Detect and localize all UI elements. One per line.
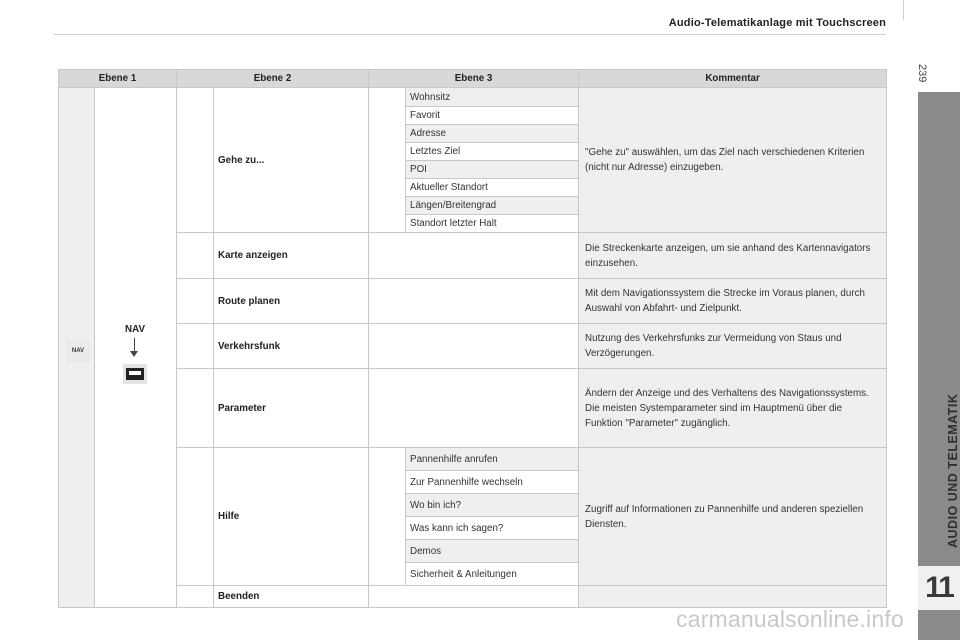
level-2-spacer — [177, 88, 214, 233]
goto-item: Favorit — [406, 107, 579, 125]
table-header-row — [59, 70, 887, 88]
watermark: carmanualsonline.info — [676, 606, 904, 632]
level-3-empty — [369, 369, 579, 448]
nav-label: NAV — [125, 324, 145, 335]
parameters-comment — [579, 369, 887, 448]
help-item: Wo bin ich? — [406, 494, 579, 517]
menu-help: Hilfe — [214, 448, 369, 586]
page-header-title: Audio-Telematikanlage mit Touchscreen — [668, 17, 886, 29]
level-3-spacer — [369, 448, 406, 586]
menu-show-map: Karte anzeigen — [214, 233, 369, 279]
chapter-side-label: AUDIO UND TELEMATIK — [946, 393, 960, 548]
chapter-number: 11 — [918, 566, 960, 610]
level-1-nav-cell — [95, 88, 177, 608]
level-3-empty — [369, 324, 579, 369]
level-3-spacer — [369, 88, 406, 233]
level-2-spacer — [177, 279, 214, 324]
nav-badge-icon: NAV — [66, 339, 90, 363]
goto-item: POI — [406, 161, 579, 179]
exit-comment — [579, 586, 887, 608]
screen-icon-display — [129, 371, 141, 375]
level-3-empty — [369, 586, 579, 608]
help-item: Was kann ich sagen? — [406, 517, 579, 540]
help-comment: Zugriff auf Informationen zu Pannenhilfe und anderen speziellen Diensten. — [579, 448, 887, 586]
level-2-spacer — [177, 324, 214, 369]
goto-item: Aktueller Standort — [406, 179, 579, 197]
parameters-comment-line-1: Ändern der Anzeige und des Verhaltens des Navigationssystems. — [585, 387, 869, 399]
menu-table — [58, 69, 887, 608]
parameters-comment-line-2: Die meisten Systemparameter sind im Hauptmenü über die Funktion "Parameter" zugänglich. — [585, 402, 843, 429]
route-comment: Mit dem Navigationssystem die Strecke im Voraus planen, durch Auswahl von Abfahrt- und Zielpunkt. — [579, 279, 887, 324]
header-rule — [54, 34, 886, 35]
level-3-empty — [369, 279, 579, 324]
help-item: Zur Pannenhilfe wechseln — [406, 471, 579, 494]
help-item: Pannenhilfe anrufen — [406, 448, 579, 471]
header-level-1: Ebene 1 — [59, 70, 177, 88]
map-comment: Die Streckenkarte anzeigen, um sie anhand des Kartennavigators einzusehen. — [579, 233, 887, 279]
menu-goto: Gehe zu... — [214, 88, 369, 233]
menu-parameters: Parameter — [214, 369, 369, 448]
screen-icon — [123, 364, 147, 384]
level-2-spacer — [177, 586, 214, 608]
header-level-2: Ebene 2 — [177, 70, 369, 88]
level-2-spacer — [177, 233, 214, 279]
page-number: 239 — [916, 64, 928, 83]
goto-item: Standort letzter Halt — [406, 215, 579, 233]
header-level-3: Ebene 3 — [369, 70, 579, 88]
level-2-spacer — [177, 448, 214, 586]
menu-plan-route: Route planen — [214, 279, 369, 324]
header-comment: Kommentar — [579, 70, 887, 88]
arrow-down-icon-head — [130, 351, 138, 357]
traffic-comment: Nutzung des Verkehrsfunks zur Vermeidung von Staus und Verzögerungen. — [579, 324, 887, 369]
goto-item: Letztes Ziel — [406, 143, 579, 161]
menu-traffic: Verkehrsfunk — [214, 324, 369, 369]
goto-item: Adresse — [406, 125, 579, 143]
help-item: Sicherheit & Anleitungen — [406, 563, 579, 586]
goto-item: Wohnsitz — [406, 88, 579, 107]
level-2-spacer — [177, 369, 214, 448]
help-item: Demos — [406, 540, 579, 563]
level-3-empty — [369, 233, 579, 279]
menu-exit: Beenden — [214, 586, 369, 608]
goto-comment: "Gehe zu" auswählen, um das Ziel nach verschiedenen Kriterien (nicht nur Adresse) einzugeben. — [579, 88, 887, 233]
screen-icon-frame — [126, 368, 144, 380]
goto-item: Längen/Breitengrad — [406, 197, 579, 215]
header-divider-tick — [903, 0, 904, 20]
